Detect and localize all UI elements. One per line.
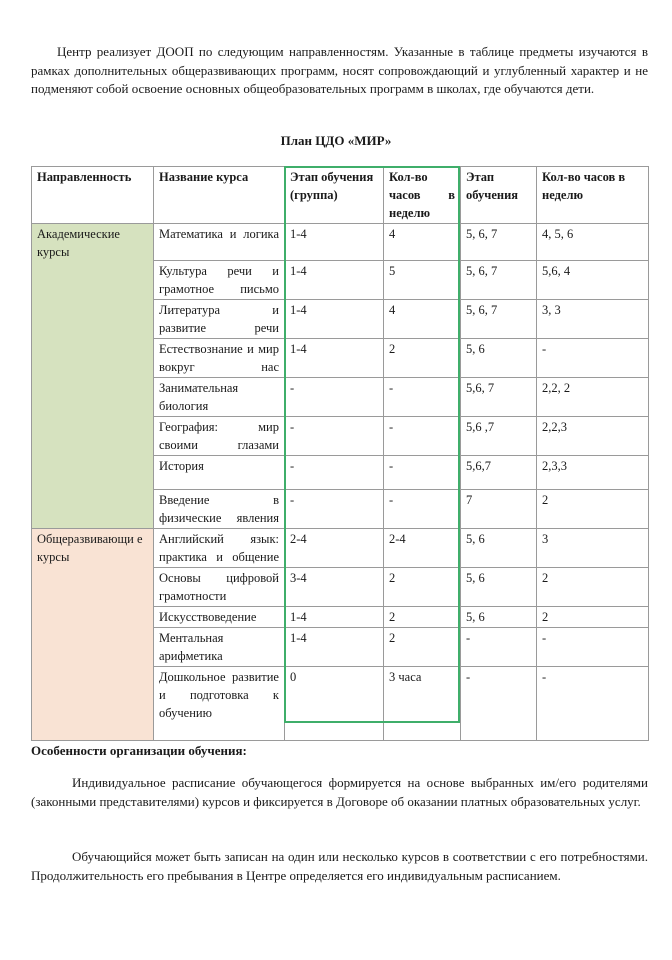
hours-secondary: 2,2,3 [537,417,649,456]
plan-title: План ЦДО «МИР» [280,133,392,148]
stage-primary: 1-4 [285,261,384,300]
header-hours-primary: Кол-во часов в неделю [384,167,461,224]
table-row [32,224,649,261]
stage-secondary: 5, 6 [461,339,537,378]
hours-secondary: 2 [537,490,649,529]
stage-secondary: - [461,628,537,667]
stage-primary: - [285,378,384,417]
hours-primary: 2-4 [384,529,461,568]
stage-secondary: 5, 6 [461,607,537,628]
header-hours-secondary: Кол-во часов в неделю [537,167,649,224]
section-title: Особенности организации обучения: [31,743,247,758]
category-academic: Академические курсы [32,224,154,529]
header-direction: Направленность [32,167,154,224]
hours-primary: 3 часа [384,667,461,741]
stage-secondary: 5,6,7 [461,456,537,490]
header-course-name: Название курса [154,167,285,224]
stage-secondary: 5, 6 [461,529,537,568]
stage-primary: - [285,417,384,456]
hours-secondary: 2,2, 2 [537,378,649,417]
stage-primary: 3-4 [285,568,384,607]
stage-secondary: 5, 6, 7 [461,300,537,339]
stage-secondary: 5, 6, 7 [461,261,537,300]
category-general: Общеразвивающи е курсы [32,529,154,741]
course-name: Английский язык: практика и общение [154,529,285,568]
course-name: Искусствоведение [154,607,285,628]
hours-primary: 2 [384,628,461,667]
hours-secondary: 2,3,3 [537,456,649,490]
stage-primary: - [285,456,384,490]
hours-primary: 2 [384,568,461,607]
hours-primary: - [384,456,461,490]
stage-secondary: 5,6, 7 [461,378,537,417]
hours-secondary: 2 [537,607,649,628]
schedule-paragraph: Индивидуальное расписание обучающегося формируется на основе выбранных им/его родителями (законными представителями) курсов и фиксируется в Договоре об оказании платных образовательных услуг. [31,775,648,809]
hours-primary: 5 [384,261,461,300]
stage-primary: 2-4 [285,529,384,568]
course-name: История [154,456,285,490]
hours-primary: 2 [384,339,461,378]
hours-primary: - [384,417,461,456]
header-stage-primary: Этап обучения (группа) [285,167,384,224]
course-name: Естествознание и мир вокруг нас [154,339,285,378]
hours-primary: 4 [384,224,461,261]
enrollment-paragraph: Обучающийся может быть записан на один или несколько курсов в соответствии с его потребностями. Продолжительность его пребывания в Центре определяется его индивидуальным расписанием. [31,849,648,883]
stage-primary: 0 [285,667,384,741]
course-name: Математика и логика [154,224,285,261]
course-name: География: мир своими глазами [154,417,285,456]
course-name: Основы цифровой грамотности [154,568,285,607]
hours-secondary: 3, 3 [537,300,649,339]
hours-primary: 2 [384,607,461,628]
stage-primary: 1-4 [285,224,384,261]
stage-secondary: 7 [461,490,537,529]
hours-secondary: 3 [537,529,649,568]
hours-primary: - [384,378,461,417]
stage-primary: 1-4 [285,339,384,378]
hours-secondary: 2 [537,568,649,607]
course-name: Ментальная арифметика [154,628,285,667]
hours-secondary: 4, 5, 6 [537,224,649,261]
course-name: Литература и развитие речи [154,300,285,339]
hours-secondary: 5,6, 4 [537,261,649,300]
course-name: Занимательная биология [154,378,285,417]
hours-primary: 4 [384,300,461,339]
stage-secondary: 5,6 ,7 [461,417,537,456]
hours-secondary: - [537,667,649,741]
stage-primary: 1-4 [285,607,384,628]
stage-primary: 1-4 [285,628,384,667]
stage-secondary: - [461,667,537,741]
table-row [32,529,649,568]
course-name: Культура речи и грамотное письмо [154,261,285,300]
table-header-row [32,167,649,224]
plan-table-container [31,166,649,741]
hours-primary: - [384,490,461,529]
stage-secondary: 5, 6 [461,568,537,607]
intro-paragraph: Центр реализует ДООП по следующим направленностям. Указанные в таблице предметы изучаются в рамках дополнительных общеразвивающих программ, носят сопровождающий и углубленный характер и не подменяют собой освоение основных общеобразовательных программ в школах, где обучаются дети. [31,44,648,96]
plan-table [31,166,649,741]
stage-secondary: 5, 6, 7 [461,224,537,261]
hours-secondary: - [537,339,649,378]
course-name: Введение в физические явления [154,490,285,529]
hours-secondary: - [537,628,649,667]
stage-primary: - [285,490,384,529]
course-name: Дошкольное развитие и подготовка к обучению [154,667,285,741]
stage-primary: 1-4 [285,300,384,339]
header-stage-secondary: Этап обучения [461,167,537,224]
